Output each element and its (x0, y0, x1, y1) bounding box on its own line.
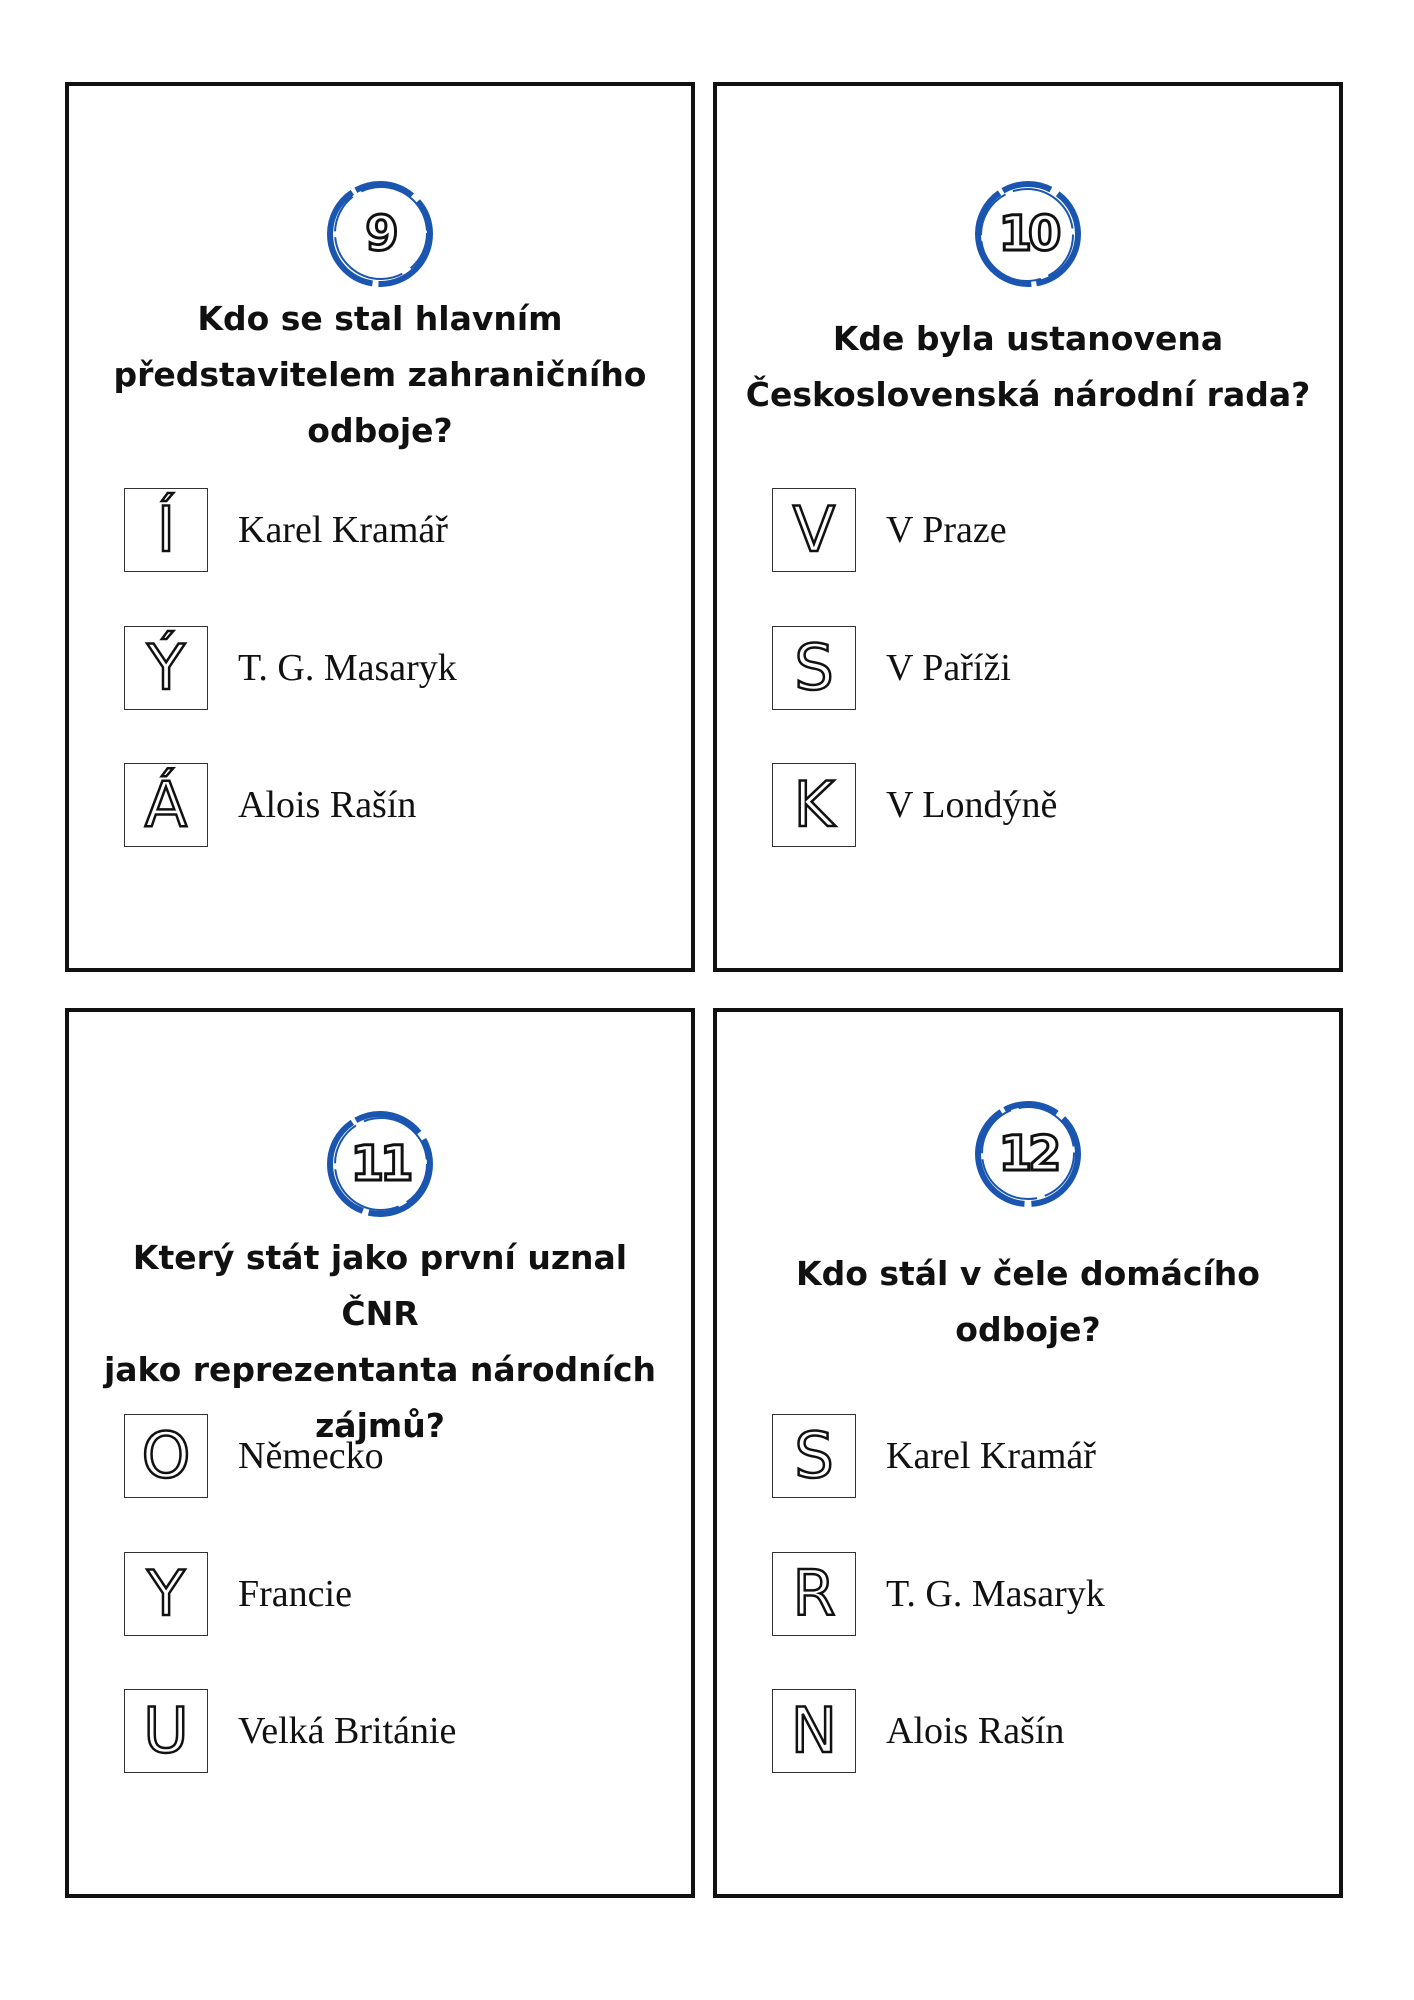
answer-letter: K (793, 768, 835, 841)
quiz-card-11 (65, 1008, 695, 1898)
answer-letter: V (792, 493, 836, 566)
question-line: Kdo se stal hlavním (197, 299, 563, 338)
number-badge (320, 174, 440, 294)
question (89, 291, 671, 459)
answer-text: Velká Británie (238, 1710, 457, 1752)
answer-option[interactable] (124, 1689, 456, 1773)
answer-option[interactable] (772, 1414, 1096, 1498)
answer-letter: Ý (147, 631, 185, 704)
answer-text: V Paříži (886, 647, 1011, 689)
question (737, 1246, 1319, 1358)
card-number: 11 (350, 1136, 410, 1192)
answer-text: Alois Rašín (886, 1710, 1065, 1752)
letter-box (772, 763, 856, 847)
question-line: Který stát jako první uznal ČNR (132, 1238, 628, 1333)
answer-letter: U (143, 1694, 189, 1767)
answer-letter: O (141, 1419, 191, 1492)
answer-option[interactable] (124, 488, 448, 572)
answer-option[interactable] (772, 1689, 1064, 1773)
letter-box (124, 1552, 208, 1636)
letter-box (772, 1552, 856, 1636)
answer-text: Karel Kramář (238, 509, 448, 551)
question-line: odboje? (307, 411, 453, 450)
answer-letter: R (792, 1557, 836, 1630)
answer-option[interactable] (772, 488, 1007, 572)
letter-box (772, 1689, 856, 1773)
quiz-card-9 (65, 82, 695, 972)
number-badge (968, 1094, 1088, 1214)
letter-box (124, 763, 208, 847)
answer-option[interactable] (772, 626, 1011, 710)
letter-box (124, 626, 208, 710)
answer-option[interactable] (124, 1552, 352, 1636)
answer-letter: S (794, 1419, 834, 1492)
answer-text: V Praze (886, 509, 1007, 551)
number-badge (320, 1104, 440, 1224)
number-badge (968, 174, 1088, 294)
question (737, 311, 1319, 423)
question-line: zájmů? (315, 1406, 445, 1445)
answer-option[interactable] (124, 1414, 384, 1498)
letter-box (124, 488, 208, 572)
answer-letter: N (790, 1694, 838, 1767)
question-line: představitelem zahraničního (113, 355, 647, 394)
quiz-card-10 (713, 82, 1343, 972)
question-line: jako reprezentanta národních (103, 1350, 657, 1389)
answer-text: Karel Kramář (886, 1435, 1096, 1477)
quiz-card-12 (713, 1008, 1343, 1898)
letter-box (772, 488, 856, 572)
answer-option[interactable] (772, 1552, 1105, 1636)
answer-letter: Í (156, 493, 176, 566)
answer-option[interactable] (124, 763, 416, 847)
question-line: Kde byla ustanovena (832, 319, 1224, 358)
answer-text: T. G. Masaryk (238, 647, 457, 689)
question-line: odboje? (955, 1310, 1101, 1349)
question-line: Kdo stál v čele domácího (796, 1254, 1260, 1293)
card-number: 12 (998, 1126, 1058, 1182)
letter-box (772, 626, 856, 710)
card-number: 10 (998, 206, 1058, 262)
card-number: 9 (365, 206, 395, 262)
letter-box (124, 1689, 208, 1773)
letter-box (772, 1414, 856, 1498)
answer-option[interactable] (124, 626, 457, 710)
letter-box (124, 1414, 208, 1498)
answer-letter: Á (144, 768, 188, 841)
answer-text: Francie (238, 1573, 352, 1615)
question-line: Československá národní rada? (745, 375, 1311, 414)
answer-letter: S (794, 631, 834, 704)
answer-text: T. G. Masaryk (886, 1573, 1105, 1615)
answer-text: Alois Rašín (238, 784, 417, 826)
answer-text: Německo (238, 1435, 384, 1477)
answer-option[interactable] (772, 763, 1057, 847)
answer-text: V Londýně (886, 784, 1058, 826)
answer-letter: Y (147, 1557, 185, 1630)
